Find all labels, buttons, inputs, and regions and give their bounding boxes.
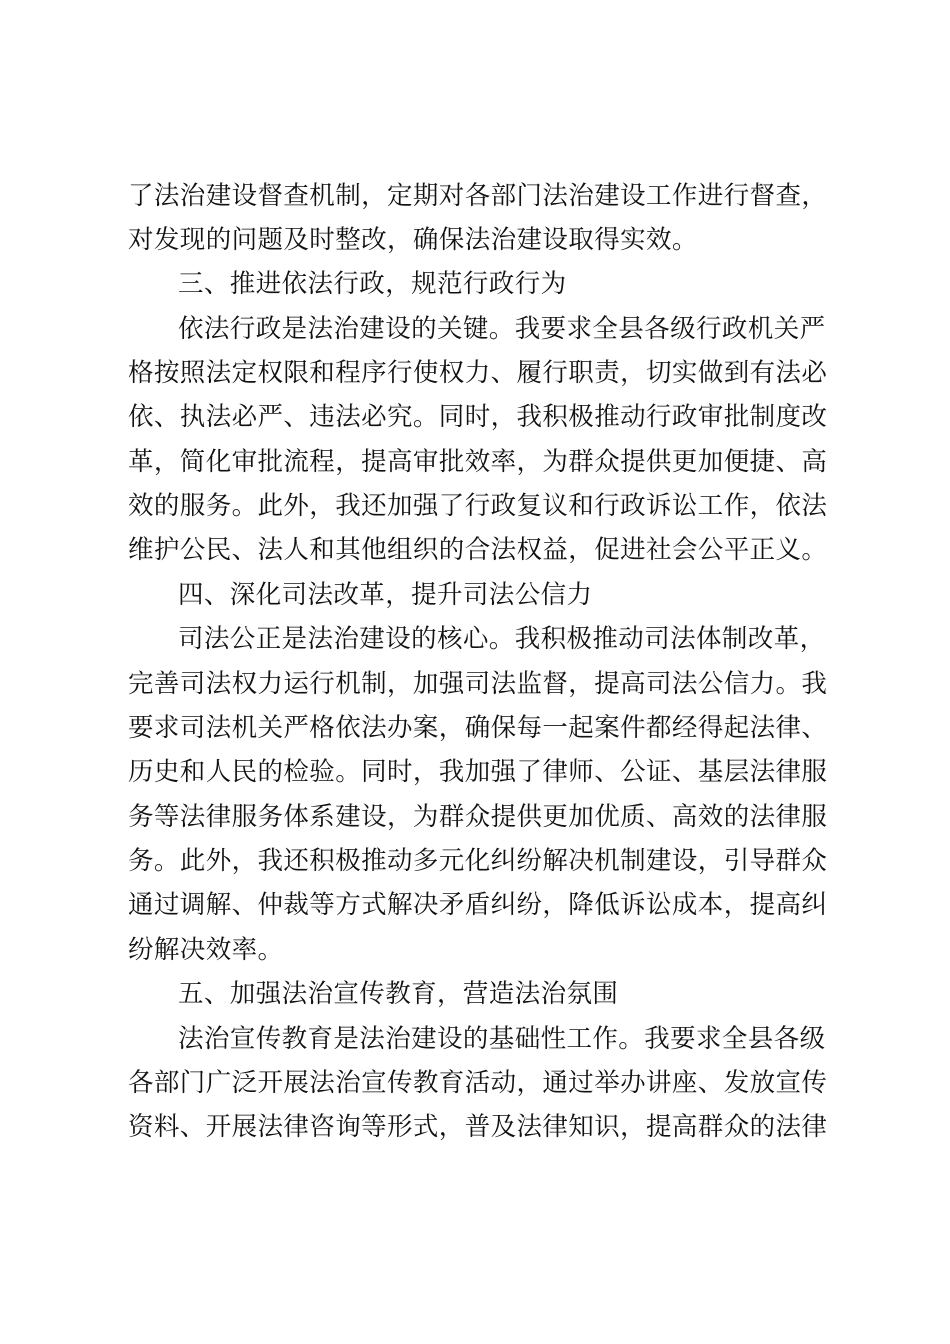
text-line: 格按照法定权限和程序行使权力、履行职责，切实做到有法必 (128, 358, 828, 388)
text-line: 了法治建设督查机制，定期对各部门法治建设工作进行督查， (128, 181, 828, 211)
text-line: 通过调解、仲裁等方式解决矛盾纠纷，降低诉讼成本，提高纠 (128, 890, 828, 920)
section-heading-4: 四、深化司法改革，提升司法公信力 (178, 580, 593, 610)
text-line: 资料、开展法律咨询等形式，普及法律知识，提高群众的法律 (128, 1112, 828, 1142)
text-line: 纷解决效率。 (128, 935, 284, 965)
text-line: 各部门广泛开展法治宣传教育活动，通过举办讲座、发放宣传 (128, 1068, 828, 1098)
text-line: 效的服务。此外，我还加强了行政复议和行政诉讼工作，依法 (128, 491, 828, 521)
text-line: 务。此外，我还积极推动多元化纠纷解决机制建设，引导群众 (128, 846, 828, 876)
text-line: 革，简化审批流程，提高审批效率，为群众提供更加便捷、高 (128, 447, 828, 477)
text-line: 完善司法权力运行机制，加强司法监督，提高司法公信力。我 (128, 669, 828, 699)
text-line: 要求司法机关严格依法办案，确保每一起案件都经得起法律、 (128, 713, 828, 743)
text-line: 依、执法必严、违法必究。同时，我积极推动行政审批制度改 (128, 402, 828, 432)
text-line: 务等法律服务体系建设，为群众提供更加优质、高效的法律服 (128, 802, 828, 832)
text-line: 法治宣传教育是法治建设的基础性工作。我要求全县各级 (178, 1024, 826, 1054)
text-line: 历史和人民的检验。同时，我加强了律师、公证、基层法律服 (128, 757, 828, 787)
text-line: 依法行政是法治建设的关键。我要求全县各级行政机关严 (178, 314, 826, 344)
section-heading-5: 五、加强法治宣传教育，营造法治氛围 (178, 979, 619, 1009)
text-line: 司法公正是法治建设的核心。我积极推动司法体制改革， (178, 624, 826, 654)
section-heading-3: 三、推进依法行政，规范行政行为 (178, 269, 567, 299)
text-line: 对发现的问题及时整改，确保法治建设取得实效。 (128, 225, 698, 255)
text-line: 维护公民、法人和其他组织的合法权益，促进社会公平正义。 (128, 535, 828, 565)
